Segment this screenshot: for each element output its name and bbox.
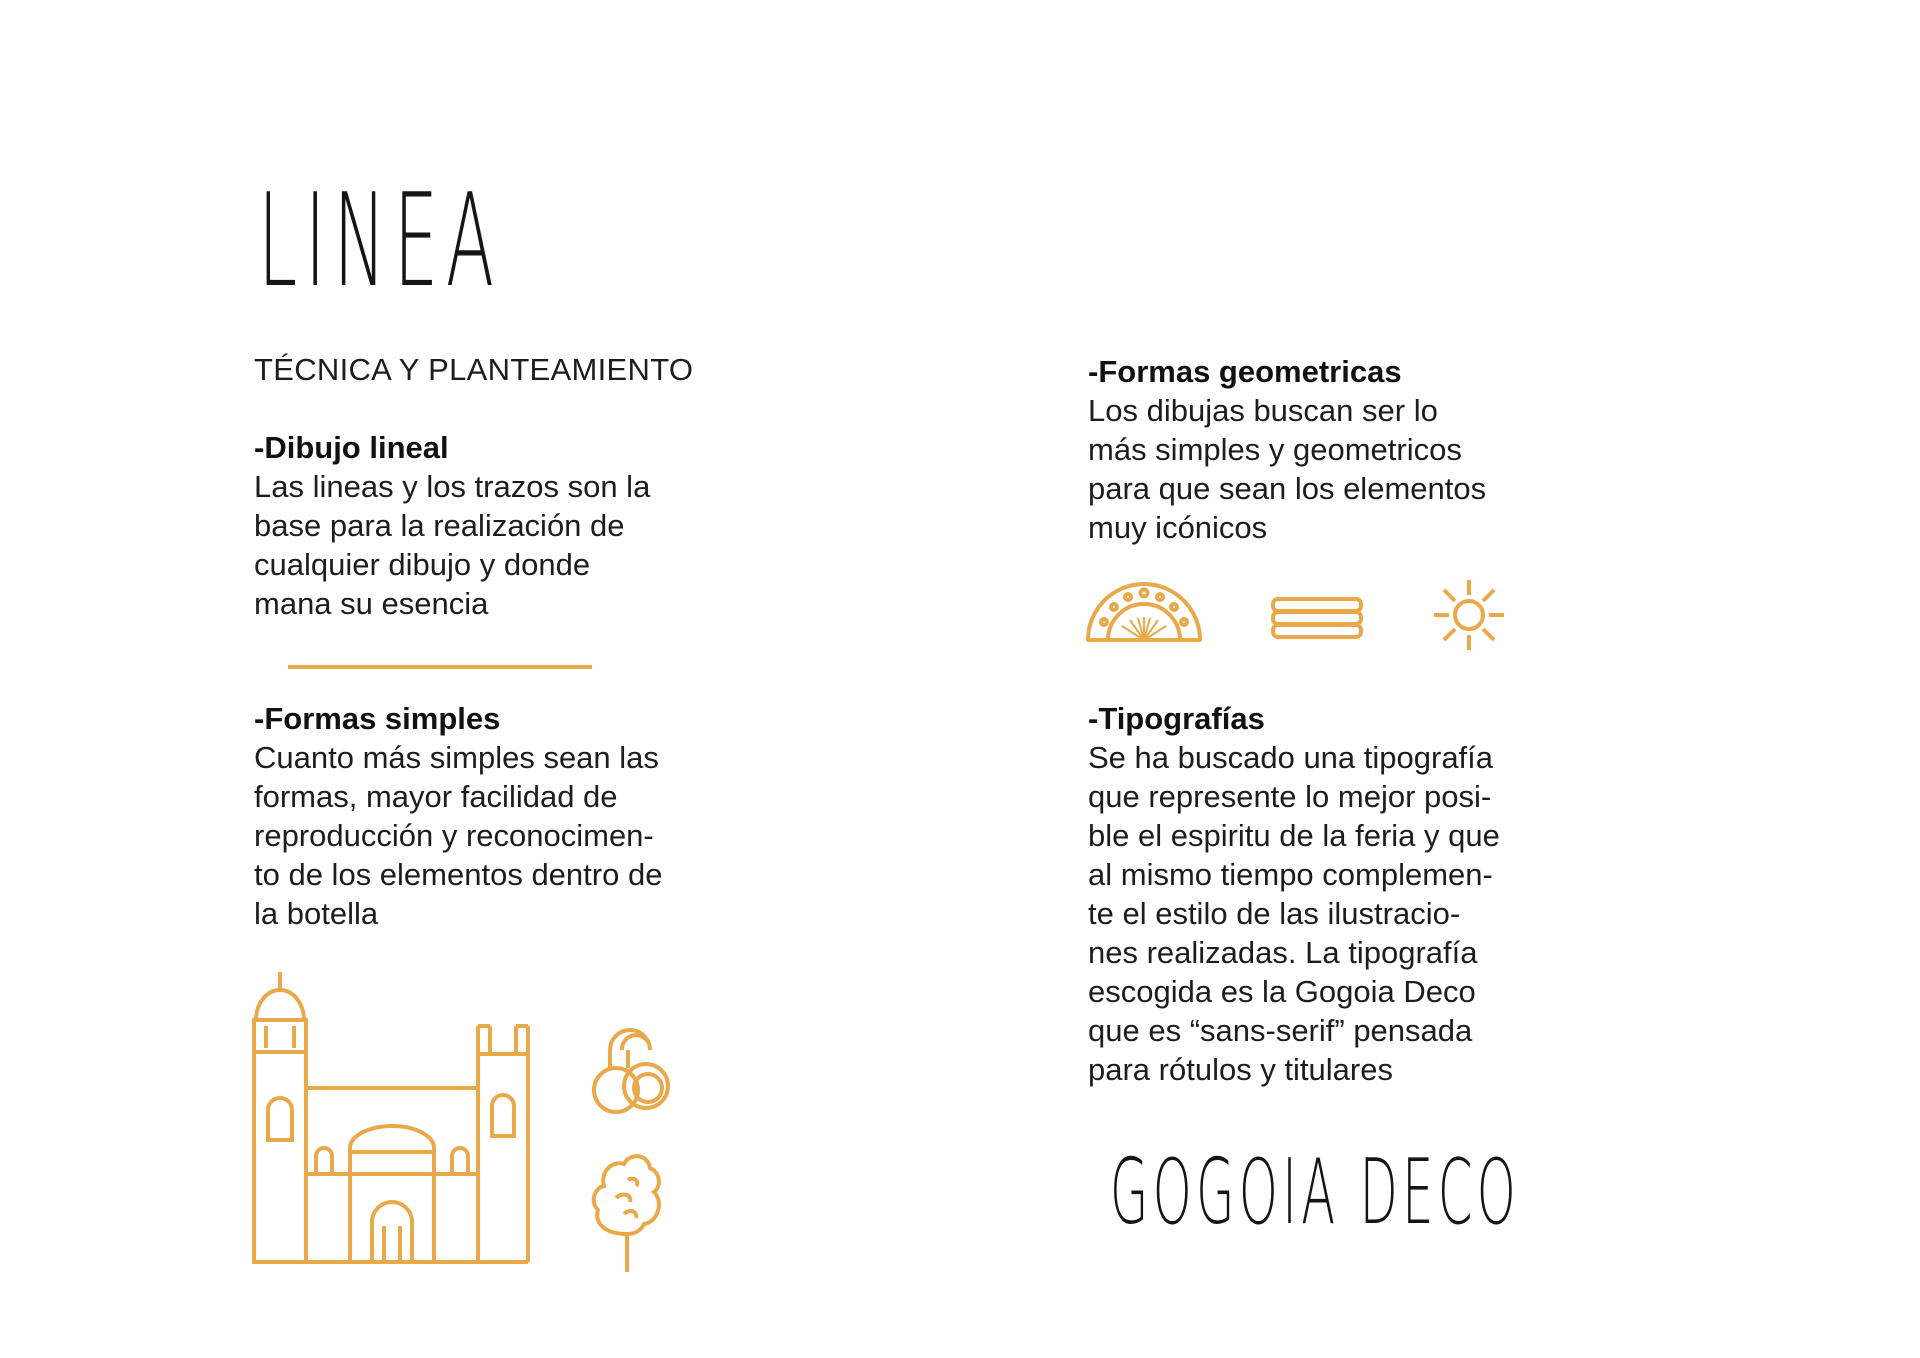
section-heading: -Formas geometricas bbox=[1088, 354, 1402, 389]
section-dibujo-lineal bbox=[254, 428, 714, 623]
section-heading: -Dibujo lineal bbox=[254, 430, 449, 465]
church-icon bbox=[250, 970, 534, 1266]
section-heading: -Formas simples bbox=[254, 701, 501, 736]
section-formas-geometricas bbox=[1088, 352, 1548, 547]
section-heading: -Tipografías bbox=[1088, 701, 1265, 736]
section-tipografias bbox=[1088, 699, 1568, 1089]
orange-divider-line bbox=[288, 665, 592, 669]
page-title: LINEA bbox=[258, 167, 502, 316]
tree-icon bbox=[588, 1144, 666, 1274]
section-formas-simples bbox=[254, 699, 714, 933]
sun-icon bbox=[1432, 578, 1506, 652]
section-body: Los dibujas buscan ser lo más simples y geometricos para que sean los elementos muy icónicos bbox=[1088, 393, 1487, 545]
section-body: Se ha buscado una tipografía que represente lo mejor posi- ble el espiritu de la feria y que al mismo tiempo complemen- te el estilo de las ilustracio- nes realizadas. La tipografía escogida es la Gogoia Deco que es “sans-serif” pensada para rótulos y titulares bbox=[1088, 740, 1500, 1087]
fan-icon bbox=[1084, 578, 1204, 644]
castanets-icon bbox=[586, 1024, 678, 1116]
section-body: Las lineas y los trazos son la base para la realización de cualquier dibujo y donde mana su esencia bbox=[254, 469, 651, 621]
section-body: Cuanto más simples sean las formas, mayor facilidad de reproducción y reconocimen- to de los elementos dentro de la botella bbox=[254, 740, 663, 931]
stacked-bars-icon bbox=[1270, 596, 1364, 640]
typeface-sample: GOGOIA DECO bbox=[1110, 1140, 1521, 1245]
page-subtitle: TÉCNICA Y PLANTEAMIENTO bbox=[254, 352, 694, 387]
